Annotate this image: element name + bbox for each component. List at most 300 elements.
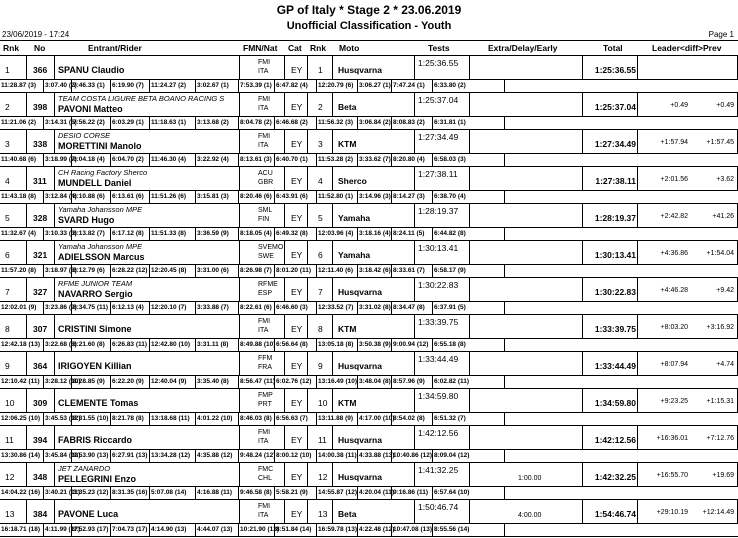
race-number: 394 — [33, 435, 48, 445]
split-divider — [238, 228, 239, 241]
team-name: Yamaha Johansson MPE — [58, 205, 143, 214]
split-times — [0, 449, 738, 462]
split-divider — [238, 154, 239, 167]
split-divider — [432, 487, 433, 500]
column-divider — [637, 56, 638, 79]
column-divider — [637, 315, 638, 338]
split-divider — [149, 265, 150, 278]
split-time: 6:58.03 (3) — [434, 156, 466, 163]
split-time: 11:40.68 (6) — [1, 156, 37, 163]
column-divider — [26, 204, 27, 227]
split-time: 8:21.60 (8) — [73, 341, 105, 348]
split-divider — [357, 487, 358, 500]
rank: 8 — [5, 324, 10, 334]
split-divider — [110, 524, 111, 537]
class-rank: 11 — [318, 435, 327, 445]
total-time: 1:34:59.80 — [594, 398, 636, 408]
column-divider — [414, 352, 415, 375]
split-time: 3:28.12 (10) — [45, 378, 81, 385]
split-divider — [195, 339, 196, 352]
column-divider — [582, 426, 583, 449]
race-number: 338 — [33, 139, 48, 149]
column-divider — [307, 204, 308, 227]
row-main — [0, 352, 738, 375]
total-time: 1:27:34.49 — [594, 139, 636, 149]
split-divider — [195, 487, 196, 500]
column-divider — [284, 278, 285, 301]
split-divider — [316, 524, 317, 537]
diff-prev: +4.74 — [716, 361, 734, 368]
table-row — [0, 352, 738, 389]
split-divider — [504, 302, 505, 315]
split-times — [0, 412, 738, 425]
column-divider — [332, 315, 333, 338]
team-name: DESIO CORSE — [58, 131, 111, 140]
split-divider — [391, 302, 392, 315]
team-name: TEAM COSTA LIGURE BETA BOANO RACING S — [58, 94, 225, 103]
row-main — [0, 56, 738, 79]
split-divider — [274, 228, 275, 241]
rank: 2 — [5, 102, 10, 112]
split-time: 13:30.86 (14) — [1, 452, 41, 459]
diff-leader: +29:10.19 — [656, 509, 688, 516]
split-divider — [71, 487, 72, 500]
column-divider — [469, 315, 470, 338]
nationality: ITA — [258, 105, 269, 112]
column-divider — [637, 463, 638, 486]
split-divider — [274, 117, 275, 130]
split-divider — [432, 339, 433, 352]
row-main — [0, 500, 738, 523]
split-divider — [357, 376, 358, 389]
table-header — [0, 40, 738, 56]
split-time: 4:11.99 (17) — [45, 526, 81, 533]
col-cat: Cat — [288, 43, 302, 53]
split-time: 12:33.52 (7) — [318, 304, 354, 311]
rider-name: CLEMENTE Tomas — [58, 398, 139, 408]
tests-time: 1:41:32.25 — [418, 465, 459, 475]
fmn-nat — [258, 243, 283, 261]
total-time: 1:28:19.37 — [594, 213, 636, 223]
split-time: 8:56.47 (11) — [240, 378, 276, 385]
split-divider — [357, 413, 358, 426]
split-time: 6:40.70 (1) — [276, 156, 308, 163]
column-divider — [239, 389, 240, 412]
column-divider — [469, 352, 470, 375]
table-row — [0, 241, 738, 278]
rank: 9 — [5, 361, 10, 371]
column-divider — [307, 352, 308, 375]
column-divider — [332, 500, 333, 523]
row-main — [0, 130, 738, 153]
fmn-nat — [258, 465, 273, 483]
column-divider — [284, 315, 285, 338]
column-divider — [414, 130, 415, 153]
split-divider — [238, 376, 239, 389]
split-divider — [432, 154, 433, 167]
rider-name: IRIGOYEN Killian — [58, 361, 132, 371]
split-divider — [195, 302, 196, 315]
split-divider — [504, 450, 505, 463]
column-divider — [26, 241, 27, 264]
rank: 13 — [5, 509, 15, 519]
split-time: 14:04.22 (16) — [1, 489, 41, 496]
column-divider — [307, 500, 308, 523]
split-divider — [316, 228, 317, 241]
split-time: 11:51.26 (6) — [151, 193, 187, 200]
diff-prev: +3.62 — [716, 176, 734, 183]
rider-name: MUNDELL Daniel — [58, 178, 132, 188]
nationality: ITA — [258, 68, 269, 75]
column-divider — [469, 426, 470, 449]
column-divider — [582, 315, 583, 338]
col-entrant: Entrant/Rider — [88, 43, 142, 53]
split-time: 3:12.84 (4) — [45, 193, 77, 200]
split-divider — [149, 228, 150, 241]
split-time: 6:43.91 (6) — [276, 193, 308, 200]
column-divider — [582, 241, 583, 264]
split-divider — [316, 191, 317, 204]
split-divider — [43, 228, 44, 241]
split-time: 3:18.42 (6) — [359, 267, 391, 274]
split-time: 11:21.06 (2) — [1, 119, 37, 126]
split-divider — [316, 80, 317, 93]
split-divider — [43, 376, 44, 389]
split-divider — [357, 265, 358, 278]
motorcycle: Husqvarna — [338, 435, 382, 445]
nationality: FRA — [258, 364, 272, 371]
split-time: 13:05.18 (8) — [318, 341, 354, 348]
split-time: 3:40.21 (11) — [45, 489, 81, 496]
rider-name: NAVARRO Sergio — [58, 289, 133, 299]
split-divider — [238, 487, 239, 500]
split-divider — [149, 413, 150, 426]
column-divider — [414, 167, 415, 190]
column-divider — [54, 204, 55, 227]
split-divider — [357, 80, 358, 93]
split-time: 8:51.84 (14) — [276, 526, 312, 533]
column-divider — [307, 130, 308, 153]
column-divider — [637, 241, 638, 264]
col-class-rnk: Rnk — [310, 43, 327, 53]
split-time: 3:22.92 (4) — [197, 156, 229, 163]
split-time: 3:14.96 (3) — [359, 193, 391, 200]
rank: 5 — [5, 213, 10, 223]
table-row — [0, 56, 738, 93]
diff-prev: +19.69 — [712, 472, 734, 479]
race-number: 309 — [33, 398, 48, 408]
split-time: 7:56.22 (2) — [73, 119, 105, 126]
split-time: 8:55.56 (14) — [434, 526, 470, 533]
split-divider — [195, 376, 196, 389]
split-time: 12:20.10 (7) — [151, 304, 187, 311]
col-no: No — [34, 43, 46, 53]
fmn-nat — [258, 354, 272, 372]
nationality: CHL — [258, 475, 273, 482]
diff-leader: +4:36.86 — [660, 250, 688, 257]
split-divider — [43, 302, 44, 315]
split-divider — [149, 450, 150, 463]
total-time: 1:33:39.75 — [594, 324, 636, 334]
split-divider — [43, 154, 44, 167]
split-divider — [504, 117, 505, 130]
column-divider — [582, 167, 583, 190]
split-time: 16:59.78 (13) — [318, 526, 358, 533]
column-divider — [239, 204, 240, 227]
column-divider — [582, 204, 583, 227]
column-divider — [307, 315, 308, 338]
rank: 4 — [5, 176, 10, 186]
split-divider — [71, 524, 72, 537]
split-time: 12:20.79 (6) — [318, 82, 354, 89]
total-time: 1:30:22.83 — [594, 287, 636, 297]
split-time: 12:06.25 (10) — [1, 415, 41, 422]
split-time: 8:10.88 (6) — [73, 193, 105, 200]
split-time: 10:40.86 (12) — [393, 452, 433, 459]
diff-prev: +1:57.45 — [706, 139, 734, 146]
table-row — [0, 93, 738, 130]
race-number: 311 — [33, 176, 47, 186]
split-divider — [71, 302, 72, 315]
split-time: 3:36.59 (9) — [197, 230, 229, 237]
split-divider — [71, 339, 72, 352]
total-time: 1:25:36.55 — [594, 65, 636, 75]
total-time: 1:42:12.56 — [594, 435, 636, 445]
split-time: 4:44.07 (13) — [197, 526, 233, 533]
split-time: 11:32.67 (4) — [1, 230, 37, 237]
split-divider — [238, 302, 239, 315]
split-divider — [110, 339, 111, 352]
split-divider — [432, 228, 433, 241]
motorcycle: KTM — [338, 324, 357, 334]
split-time: 4:17.00 (10) — [359, 415, 395, 422]
column-divider — [26, 463, 27, 486]
split-time: 11:52.80 (1) — [318, 193, 354, 200]
column-divider — [284, 56, 285, 79]
split-divider — [391, 265, 392, 278]
split-time: 16:18.71 (18) — [1, 526, 41, 533]
split-divider — [504, 228, 505, 241]
split-divider — [110, 376, 111, 389]
diff-leader: +16:36.01 — [656, 435, 688, 442]
table-row — [0, 389, 738, 426]
split-time: 6:44.82 (8) — [434, 230, 466, 237]
split-time: 12:11.40 (6) — [318, 267, 354, 274]
class-rank: 6 — [318, 250, 323, 260]
fmn-nat — [258, 391, 273, 409]
motorcycle: Yamaha — [338, 250, 371, 260]
rider-name: ADIELSSON Marcus — [58, 252, 145, 262]
split-divider — [432, 191, 433, 204]
rider-name: SPANU Claudio — [58, 65, 125, 75]
fmn-nat — [258, 206, 272, 224]
split-divider — [432, 524, 433, 537]
column-divider — [239, 93, 240, 116]
split-time: 3:07.40 (2) — [45, 82, 77, 89]
split-time: 8:34.47 (8) — [393, 304, 425, 311]
diff-leader: +8:03.20 — [660, 324, 688, 331]
table-row — [0, 167, 738, 204]
split-divider — [432, 265, 433, 278]
split-time: 3:06.27 (1) — [359, 82, 391, 89]
split-time: 13:11.88 (9) — [318, 415, 354, 422]
split-time: 10:47.08 (13) — [393, 526, 433, 533]
row-main — [0, 278, 738, 301]
split-divider — [432, 450, 433, 463]
split-time: 8:33.61 (7) — [393, 267, 425, 274]
split-divider — [391, 376, 392, 389]
diff-prev: +12:14.49 — [702, 509, 734, 516]
column-divider — [469, 463, 470, 486]
table-row — [0, 426, 738, 463]
split-time: 6:22.20 (9) — [112, 378, 144, 385]
split-time: 8:14.27 (3) — [393, 193, 425, 200]
fmn: FMI — [258, 503, 271, 510]
split-time: 8:31.35 (16) — [112, 489, 148, 496]
split-divider — [316, 487, 317, 500]
diff-prev: +7:12.76 — [706, 435, 734, 442]
column-divider — [307, 241, 308, 264]
column-divider — [284, 352, 285, 375]
race-number: 348 — [33, 472, 48, 482]
split-time: 7:46.33 (1) — [73, 82, 105, 89]
column-divider — [582, 278, 583, 301]
split-time: 10:21.90 (13) — [240, 526, 280, 533]
rank: 12 — [5, 472, 15, 482]
split-times — [0, 338, 738, 351]
split-divider — [238, 524, 239, 537]
split-divider — [432, 376, 433, 389]
class-rank: 1 — [318, 65, 323, 75]
class-rank: 9 — [318, 361, 323, 371]
column-divider — [54, 389, 55, 412]
split-time: 11:53.28 (2) — [318, 156, 354, 163]
fmn: FMP — [258, 392, 273, 399]
nationality: ITA — [258, 438, 269, 445]
split-divider — [71, 154, 72, 167]
split-time: 8:22.61 (6) — [240, 304, 272, 311]
split-divider — [391, 524, 392, 537]
split-divider — [71, 80, 72, 93]
column-divider — [284, 93, 285, 116]
split-divider — [71, 450, 72, 463]
split-time: 3:45.84 (13) — [45, 452, 81, 459]
column-divider — [54, 241, 55, 264]
category: EY — [291, 139, 303, 149]
column-divider — [54, 426, 55, 449]
race-number: 364 — [33, 361, 48, 371]
split-divider — [391, 117, 392, 130]
split-divider — [238, 80, 239, 93]
column-divider — [582, 56, 583, 79]
split-divider — [149, 191, 150, 204]
split-time: 8:28.85 (9) — [73, 378, 105, 385]
split-divider — [149, 80, 150, 93]
column-divider — [284, 463, 285, 486]
rider-name: SVARD Hugo — [58, 215, 115, 225]
split-time: 11:57.20 (8) — [1, 267, 37, 274]
nationality: ITA — [258, 142, 269, 149]
split-divider — [274, 450, 275, 463]
column-divider — [26, 167, 27, 190]
split-divider — [274, 302, 275, 315]
category: EY — [291, 102, 303, 112]
nationality: PRT — [258, 401, 272, 408]
race-number: 307 — [33, 324, 48, 334]
split-divider — [238, 117, 239, 130]
split-divider — [316, 154, 317, 167]
split-time: 6:55.18 (8) — [434, 341, 466, 348]
split-time: 11:51.33 (8) — [151, 230, 187, 237]
split-time: 6:49.32 (8) — [276, 230, 308, 237]
split-divider — [238, 450, 239, 463]
split-time: 3:33.88 (7) — [197, 304, 229, 311]
split-time: 3:13.68 (2) — [197, 119, 229, 126]
column-divider — [469, 130, 470, 153]
column-divider — [414, 315, 415, 338]
column-divider — [637, 93, 638, 116]
split-time: 12:02.01 (9) — [1, 304, 37, 311]
split-divider — [149, 376, 150, 389]
split-time: 4:22.48 (12) — [359, 526, 395, 533]
total-time: 1:25:37.04 — [594, 102, 636, 112]
split-divider — [110, 191, 111, 204]
column-divider — [332, 56, 333, 79]
split-divider — [195, 265, 196, 278]
split-time: 4:33.88 (13) — [359, 452, 395, 459]
column-divider — [26, 315, 27, 338]
row-main — [0, 204, 738, 227]
split-divider — [110, 413, 111, 426]
tests-time: 1:28:19.37 — [418, 206, 459, 216]
split-time: 6:56.64 (8) — [276, 341, 308, 348]
split-divider — [43, 487, 44, 500]
split-time: 6:33.80 (2) — [434, 82, 466, 89]
report-datetime: 23/06/2019 - 17:24 — [2, 30, 70, 39]
split-divider — [238, 339, 239, 352]
column-divider — [54, 315, 55, 338]
split-time: 13:18.68 (11) — [151, 415, 190, 422]
split-time: 6:46.60 (3) — [276, 304, 308, 311]
category: EY — [291, 435, 303, 445]
column-divider — [637, 130, 638, 153]
split-time: 3:02.67 (1) — [197, 82, 229, 89]
diff-leader: +8:07.94 — [660, 361, 688, 368]
split-divider — [195, 80, 196, 93]
split-divider — [195, 228, 196, 241]
split-divider — [357, 117, 358, 130]
class-rank: 2 — [318, 102, 323, 112]
col-extra: Extra/Delay/Early — [488, 43, 558, 53]
column-divider — [54, 56, 55, 79]
motorcycle: Husqvarna — [338, 472, 382, 482]
tests-time: 1:27:38.11 — [418, 169, 458, 179]
split-time: 3:22.68 (8) — [45, 341, 77, 348]
tests-time: 1:50:46.74 — [418, 502, 459, 512]
split-divider — [504, 191, 505, 204]
category: EY — [291, 65, 303, 75]
split-divider — [195, 154, 196, 167]
split-times — [0, 523, 738, 536]
split-divider — [391, 191, 392, 204]
split-divider — [274, 339, 275, 352]
split-time: 3:31.11 (8) — [197, 341, 229, 348]
split-divider — [110, 154, 111, 167]
split-time: 8:24.11 (5) — [393, 230, 425, 237]
table-row — [0, 278, 738, 315]
column-divider — [54, 500, 55, 523]
fmn: FMI — [258, 318, 271, 325]
